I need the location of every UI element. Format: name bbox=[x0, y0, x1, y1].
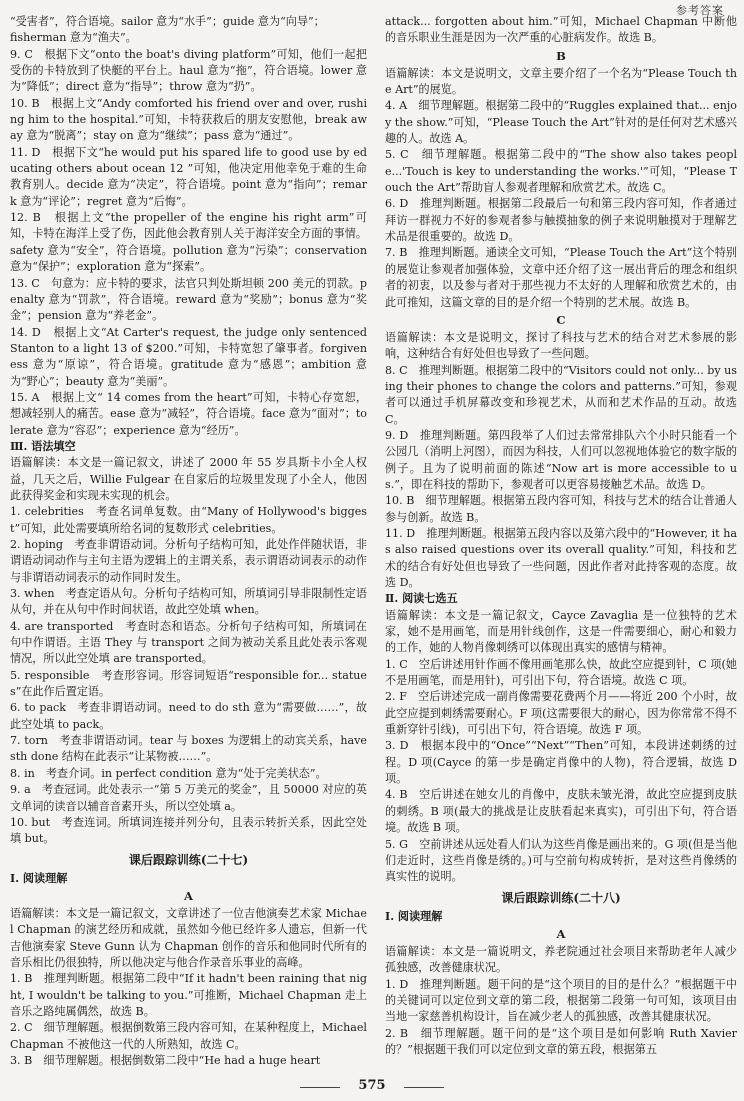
paragraph: 1. D 推理判断题。题干问的是“这个项目的目的是什么？”根据题干中的关键词可以定位到文章的第二段，根据第二段第一句可知，该项目由当地一家慈善机构设计，旨在减少老人的孤独感，改善其健康状况。 bbox=[385, 977, 737, 1024]
passage-letter: C bbox=[556, 312, 566, 327]
paragraph: 9. D 推理判断题。第四段举了人们过去常常排队六个小时只能看一个公园几（消明上河图），而因为科技，人们可以忽视地体验它的数字版的例子。且为了说明前面的陈述“Now art is more accessible to us.”，即在科技的帮助下，参观者可以更容易接触艺术品。故选 D。 bbox=[385, 428, 737, 491]
section-heading: Ⅰ. 阅读理解 bbox=[10, 871, 68, 885]
section-title: 课后跟踪训练(二十七) bbox=[128, 852, 249, 867]
paragraph: 8. in 考查介词。in perfect condition 意为“处于完美状态”。 bbox=[10, 766, 327, 780]
section-heading: Ⅰ. 阅读理解 bbox=[385, 909, 443, 923]
paragraph: 2. F 空后讲述完成一副肖像需要花费两个月——将近 200 个小时，故此空应提到刺绣需要耐心。F 项(这需要很大的耐心，因为你常常不得不重新穿针引线)，可引出下句，符合语境。故选 F 项。 bbox=[385, 690, 737, 737]
paragraph: 14. D 根据上文“At Carter's request, the judge only sentenced Stanton to a light 13 of $200.”可知，卡特宽恕了肇事者。forgiveness 意为“原谅”，符合语境。gratitude 意为“感恩”；ambition 意为“野心”；beauty 意为“美丽”。 bbox=[10, 325, 367, 388]
paragraph: 语篇解读：本文是说明文，文章主要介绍了一个名为“Please Touch the Art”的展览。 bbox=[385, 66, 737, 97]
paragraph: 语篇解读：本文是说明文，探讨了科技与艺术的结合对艺术参展的影响，这种结合有好处但也导致了一些问题。 bbox=[385, 330, 737, 361]
paragraph: 5. G 空前讲述从远处看人们认为这些肖像是画出来的。G 项(但是当他们走近时，这些肖像是绣的。)可与空前句构成转折，是对这些肖像绣的真实性的说明。 bbox=[385, 837, 737, 884]
page-header-title: 参考答案 bbox=[676, 4, 724, 17]
paragraph: 11. D 根据下文“he would put his spared life to good use by educating others about ocean 12 ”可知，他决定用他幸免于难的生命教育别人。decide 意为“决定”，符合语境。point 意为“指向”；remark 意为“评论”；regret 意为“后悔”。 bbox=[10, 145, 367, 208]
paragraph: 7. B 推理判断题。通读全文可知，“Please Touch the Art”这个特别的展览让参观者加强体验，文章中还介绍了这一展出背后的理念和组织者的初衷，以及参与者对于那些视力不太好的人理解和欣赏艺术的，由此可推知，这篇文章的目的是介绍一个特别的艺术展。故选 B。 bbox=[385, 246, 737, 309]
paragraph: 3. B 细节理解题。根据倒数第二段中“He had a huge heart bbox=[10, 1053, 321, 1067]
paragraph: 语篇解读：本文是一篇说明文，养老院通过社会项目来帮助老年人减少孤独感，改善健康状况。 bbox=[385, 944, 737, 975]
paragraph: 6. D 推理判断题。根据第二段最后一句和第三段内容可知，作者通过拜访一群视力不好的参观者参与触摸抽象的例子来说明触摸对于理解艺术品是很重要的。故选 D。 bbox=[385, 197, 737, 244]
paragraph: 15. A 根据上文“ 14 comes from the heart”可知，卡特心存宽恕，想减轻别人的痛苦。ease 意为“减轻”，符合语境。face 意为“面对”；tolerate 意为“容忍”；experience 意为“经历”。 bbox=[10, 390, 367, 437]
section-title: 课后跟踪训练(二十八) bbox=[501, 890, 621, 905]
passage-letter: A bbox=[184, 888, 193, 903]
paragraph: 9. C 根据下文“onto the boat's diving platform”可知，他们一起把受伤的卡特放到了快艇的平台上。haul 意为“拖”，符合语境。lower 意为“降低”；direct 意为“指导”；throw 意为“扔”。 bbox=[10, 47, 367, 94]
paragraph: 语篇解读：本文是一篇记叙文，讲述了 2000 年 55 岁具斯卡小全人权益，几天之后，Willie Fulgear 在自家后的垃圾里发现了小全人，他因此获得奖金和实现未实现的机会。 bbox=[10, 456, 367, 502]
paragraph: 10. B 细节理解题。根据第五段内容可知，科技与艺术的结合让普通人参与创新。故选 B。 bbox=[385, 494, 737, 524]
left-column bbox=[10, 14, 367, 1069]
paragraph: 5. responsible 考查形容词。形容词短语“responsible for... statues”在此作后置定语。 bbox=[10, 668, 367, 699]
paragraph: 语篇解读：本文是一篇记叙文，Cayce Zavaglia 是一位独特的艺术家，她不是用画笔，而是用针线创作，这是一件需要细心，耐心和毅力的工作，她的人物肖像刺绣可以体现出真实的感情与精神。 bbox=[385, 608, 737, 655]
paragraph: attack... forgotten about him.”可知，Michael Chapman 中断他的音乐职业生涯是因为一次严重的心脏病发作。故选 B。 bbox=[385, 15, 737, 45]
paragraph: 11. D 推理判断题。根据第五段内容以及第六段中的“However, it has also raised questions over its overall quality.”可知，科技和艺术的结合有好处但也导致了一些问题，因此作者对此持客观的态度。故选 D。 bbox=[385, 526, 737, 589]
paragraph: 8. C 推理判断题。根据第二段中的“Visitors could not only... by using their phones to change the colors and patterns.”可知，参观者可以通过手机屏幕改变和珍视艺术，从而和艺术作品的互动。故选 C。 bbox=[385, 363, 737, 426]
paragraph: 10. but 考查连词。所填词连接并列分句，且表示转折关系，因此空处填 but。 bbox=[10, 815, 367, 846]
paragraph: 3. when 考查定语从句。分析句子结构可知，所填词引导非限制性定语从句，并在从句中作时间状语，故此空处填 when。 bbox=[10, 587, 367, 617]
paragraph: 5. C 细节理解题。根据第二段中的“The show also takes people...'Touch is key to understanding the works.'”可知，“Please Touch the Art”帮助盲人参观者理解和欣赏艺术。故选 C。 bbox=[385, 148, 737, 195]
paragraph: 语篇解读：本文是一篇记叙文，文章讲述了一位吉他演奏艺术家 Michael Chapman 的演艺经历和成就，虽然如今他已经许多人遗忘，但新一代吉他演奏家 Steve Gunn 认为 Chapman 创作的音乐和他同时代所有的音乐相比仍很独特，所以他决定与他合作录音乐事业的高峰。 bbox=[10, 906, 367, 969]
passage-letter: A bbox=[556, 926, 566, 941]
paragraph: 10. B 根据上文“Andy comforted his friend over and over, rushing him to the hospital.”可知，卡特获救后的朋友安慰他，break away 意为“脱离”；stay on 意为“继续”；pass 意为“通过”。 bbox=[10, 96, 367, 143]
paragraph: 1. C 空后讲述用针作画不像用画笔那么快，故此空应提到针，C 项(她不是用画笔，而是用针)，可引出下句，符合语境。故选 C 项。 bbox=[385, 657, 737, 688]
paragraph: 3. D 根据本段中的“Once”“Next”“Then”可知，本段讲述刺绣的过程。D 项(Cayce 的第一步是确定肖像中的人物)，符合逻辑，故选 D 项。 bbox=[385, 739, 737, 786]
paragraph: fisherman 意为“渔夫”。 bbox=[10, 31, 137, 45]
paragraph: 1. celebrities 考查名词单复数。由“Many of Hollywood's biggest”可知，此处需要填所给名词的复数形式 celebrities。 bbox=[10, 505, 367, 535]
paragraph: 1. B 推理判断题。根据第二段中“If it hadn't been raining that night, I wouldn't be talking to you.”可推断，Michael Chapman 走上音乐之路纯属偶然，故选 B。 bbox=[10, 972, 367, 1018]
page-number-dash-right bbox=[404, 1087, 444, 1088]
paragraph: 4. A 细节理解题。根据第二段中的“Ruggles explained that... enjoy the show.”可知，“Please Touch the Art”针对的是任何对艺术感兴趣的人。故选 A。 bbox=[385, 99, 737, 146]
passage-letter: B bbox=[556, 48, 566, 63]
paragraph: 13. C 句意为：应卡特的要求，法官只判处斯坦顿 200 美元的罚款。penalty 意为“罚款”，符合语境。reward 意为“奖励”；bonus 意为“奖金”；pension 意为“养老金”。 bbox=[10, 276, 367, 323]
section-heading: Ⅱ. 阅读七选五 bbox=[385, 592, 458, 606]
paragraph: 4. B 空后讲述在她女儿的肖像中，皮肤未皱光滑，故此空应提到皮肤的刺绣。B 项(最大的挑战是让皮肤看起来真实)，可引出下句，符合语境。故选 B 项。 bbox=[385, 788, 737, 835]
paragraph: 4. are transported 考查时态和语态。分析句子结构可知，所填词在句中作谓语。主语 They 与 transport 之间为被动关系且此处表示客观情况，所以此空处填 are transported。 bbox=[10, 619, 367, 666]
paragraph: 2. C 细节理解题。根据倒数第三段内容可知，在某种程度上，Michael Chapman 不被他这一代的人所熟知，故选 C。 bbox=[10, 1021, 367, 1051]
right-column bbox=[385, 14, 737, 1058]
paragraph: 2. hoping 考查非谓语动词。分析句子结构可知，此处作伴随状语，非谓语动词动作与主句主语为逻辑上的主谓关系，表示谓语动词表示的动作与非谓语动词表示的动作同时发生。 bbox=[10, 538, 367, 584]
paragraph: 2. B 细节理解题。题干问的是“这个项目是如何影响 Ruth Xavier 的？”根据题干我们可以定位到文章的第五段，根据第五 bbox=[385, 1026, 737, 1056]
section-heading: Ⅲ. 语法填空 bbox=[10, 439, 76, 453]
paragraph: 6. to pack 考查非谓语动词。need to do sth 意为“需要做……”，故此空处填 to pack。 bbox=[10, 701, 367, 731]
page-number: 575 bbox=[358, 1078, 386, 1093]
paragraph: 9. a 考查冠词。此处表示一“第 5 万美元的奖金”，且 50000 对应的英文单词的读音以辅音音素开头，所以空处填 a。 bbox=[10, 783, 367, 813]
paragraph: “受害者”，符合语境。sailor 意为“水手”；guide 意为“向导”； bbox=[10, 15, 325, 28]
paragraph: 12. B 根据上文“the propeller of the engine his right arm”可知，卡特在海洋上受了伤，因此他会教育别人关于海洋安全方面的事情。safety 意为“安全”，符合语境。pollution 意为“污染”；conservation 意为“保护”；exploration 意为“探索”。 bbox=[10, 211, 367, 274]
paragraph: 7. torn 考查非谓语动词。tear 与 boxes 为逻辑上的动宾关系，have sth done 结构在此表示“让某物被……”。 bbox=[10, 734, 367, 764]
